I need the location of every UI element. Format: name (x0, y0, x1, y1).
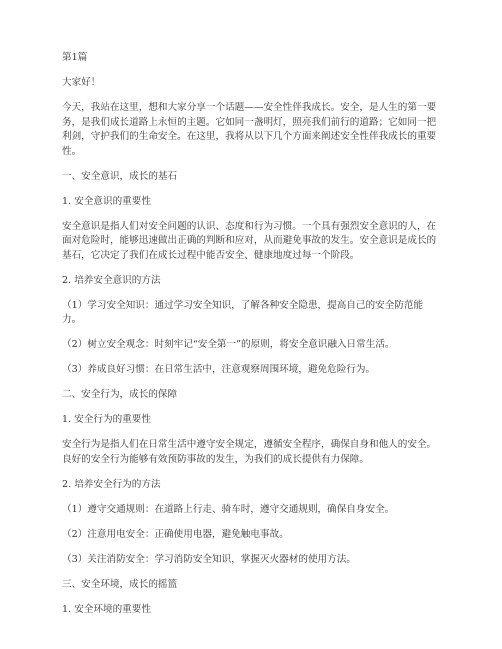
heading-3: 三、安全环境，成长的摇篮 (62, 578, 178, 590)
section-label: 第1篇 (62, 52, 88, 63)
list-item: （3）养成良好习惯：在日常生活中，注意观察周围环境，避免危险行为。 (62, 364, 376, 375)
heading-1: 一、安全意识，成长的基石 (62, 170, 178, 182)
subheading-2-1: 1. 安全行为的重要性 (62, 414, 151, 425)
body-paragraph: 安全行为是指人们在日常生活中遵守安全规定，遵循安全程序，确保自身和他人的安全。良好的安全行为能够有效预防事故的发生，为我们的成长提供有力保障。 (62, 439, 437, 465)
intro-paragraph: 今天，我站在这里，想和大家分享一个话题——安全性伴我成长。安全，是人生的第一要务，是我们成长道路上永恒的主题。它如同一盏明灯，照亮我们前行的道路；它如同一把利剑，守护我们的生命安全。在这里，我将从以下几个方面来阐述安全性伴我成长的重要性。 (62, 102, 437, 157)
body-paragraph: 安全意识是指人们对安全问题的认识、态度和行为习惯。一个具有强烈安全意识的人，在面对危险时，能够迅速做出正确的判断和应对，从而避免事故的发生。安全意识是成长的基石，它决定了我们在成长过程中能否安全、健康地度过每一个阶段。 (62, 220, 437, 261)
subheading-1-1: 1. 安全意识的重要性 (62, 195, 151, 207)
list-item: （1）学习安全知识：通过学习安全知识，了解各种安全隐患，提高自己的安全防范能力。 (62, 299, 424, 325)
document-page (62, 51, 440, 628)
list-item: （3）关注消防安全：学习消防安全知识，掌握灭火器材的使用方法。 (62, 553, 356, 565)
greeting: 大家好！ (62, 77, 101, 88)
subheading-1-2: 2. 培养安全意识的方法 (62, 274, 161, 286)
list-item: （1）遵守交通规则：在道路上行走、骑车时，遵守交通规则，确保自身安全。 (62, 503, 395, 515)
subheading-3-1: 1. 安全环境的重要性 (62, 603, 151, 615)
list-item: （2）注意用电安全：正确使用电器，避免触电事故。 (62, 528, 289, 540)
subheading-2-2: 2. 培养安全行为的方法 (62, 478, 161, 490)
list-item: （2）树立安全观念：时刻牢记“安全第一”的原则，将安全意识融入日常生活。 (62, 339, 395, 350)
heading-2: 二、安全行为，成长的保障 (62, 389, 178, 400)
